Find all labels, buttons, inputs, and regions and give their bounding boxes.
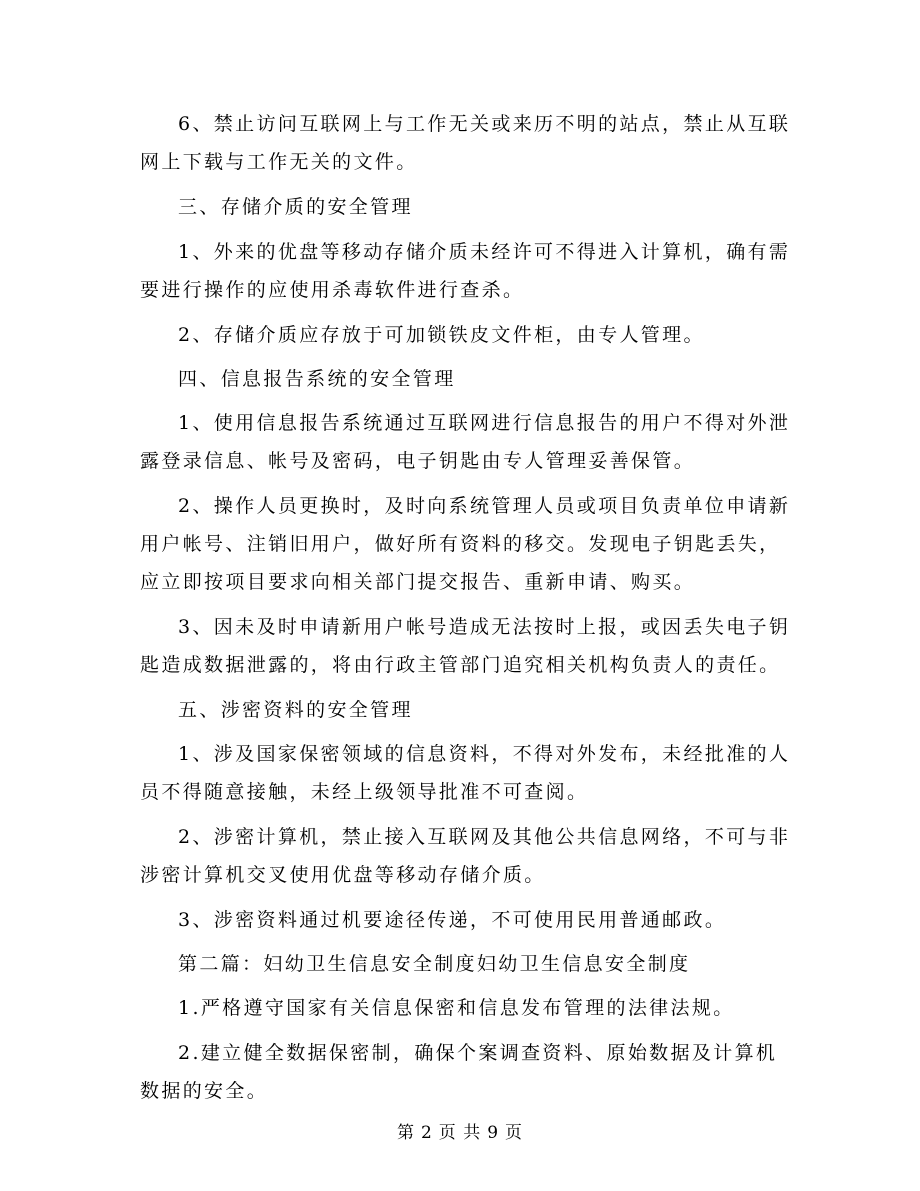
paragraph-line: 用户帐号、注销旧用户，做好所有资料的移交。发现电子钥匙丢失， bbox=[140, 533, 781, 555]
paragraph-line: 1、外来的优盘等移动存储介质未经许可不得进入计算机，确有需 bbox=[178, 241, 791, 263]
paragraph-line: 1、涉及国家保密领域的信息资料，不得对外发布，未经批准的人 bbox=[178, 743, 791, 765]
section-heading: 四、信息报告系统的安全管理 bbox=[178, 368, 456, 390]
section-heading: 五、涉密资料的安全管理 bbox=[178, 699, 413, 721]
paragraph-line: 2、存储介质应存放于可加锁铁皮文件柜，由专人管理。 bbox=[178, 324, 705, 346]
page-footer bbox=[0, 1118, 920, 1143]
paragraph-line: 涉密计算机交叉使用优盘等移动存储介质。 bbox=[140, 864, 546, 886]
paragraph-line: 数据的安全。 bbox=[140, 1080, 269, 1102]
chapter-heading: 第二篇：妇幼卫生信息安全制度妇幼卫生信息安全制度 bbox=[178, 953, 691, 975]
paragraph-line: 露登录信息、帐号及密码，电子钥匙由专人管理妥善保管。 bbox=[140, 450, 696, 472]
paragraph-line: 2.建立健全数据保密制，确保个案调查资料、原始数据及计算机 bbox=[178, 1042, 778, 1064]
paragraph-line: 6、禁止访问互联网上与工作无关或来历不明的站点，禁止从互联 bbox=[178, 113, 791, 135]
paragraph-line: 匙造成数据泄露的，将由行政主管部门追究相关机构负责人的责任。 bbox=[140, 654, 781, 676]
paragraph-line: 3、涉密资料通过机要途径传递，不可使用民用普通邮政。 bbox=[178, 909, 727, 931]
paragraph-line: 1.严格遵守国家有关信息保密和信息发布管理的法律法规。 bbox=[178, 997, 735, 1019]
paragraph-line: 1、使用信息报告系统通过互联网进行信息报告的用户不得对外泄 bbox=[178, 412, 791, 434]
paragraph-line: 网上下载与工作无关的文件。 bbox=[140, 151, 418, 173]
paragraph-line: 2、涉密计算机，禁止接入互联网及其他公共信息网络，不可与非 bbox=[178, 826, 791, 848]
footer-total-pages: 9 bbox=[487, 1123, 500, 1143]
paragraph-line: 应立即按项目要求向相关部门提交报告、重新申请、购买。 bbox=[140, 571, 696, 593]
section-heading: 三、存储介质的安全管理 bbox=[178, 196, 413, 218]
footer-middle: 页 共 bbox=[438, 1123, 482, 1143]
footer-suffix: 页 bbox=[505, 1123, 524, 1143]
paragraph-line: 3、因未及时申请新用户帐号造成无法按时上报，或因丢失电子钥 bbox=[178, 616, 791, 638]
footer-current-page: 2 bbox=[420, 1123, 433, 1143]
footer-prefix: 第 bbox=[396, 1123, 415, 1143]
paragraph-line: 2、操作人员更换时，及时向系统管理人员或项目负责单位申请新 bbox=[178, 495, 791, 517]
paragraph-line: 员不得随意接触，未经上级领导批准不可查阅。 bbox=[140, 781, 589, 803]
paragraph-line: 要进行操作的应使用杀毒软件进行查杀。 bbox=[140, 279, 525, 301]
